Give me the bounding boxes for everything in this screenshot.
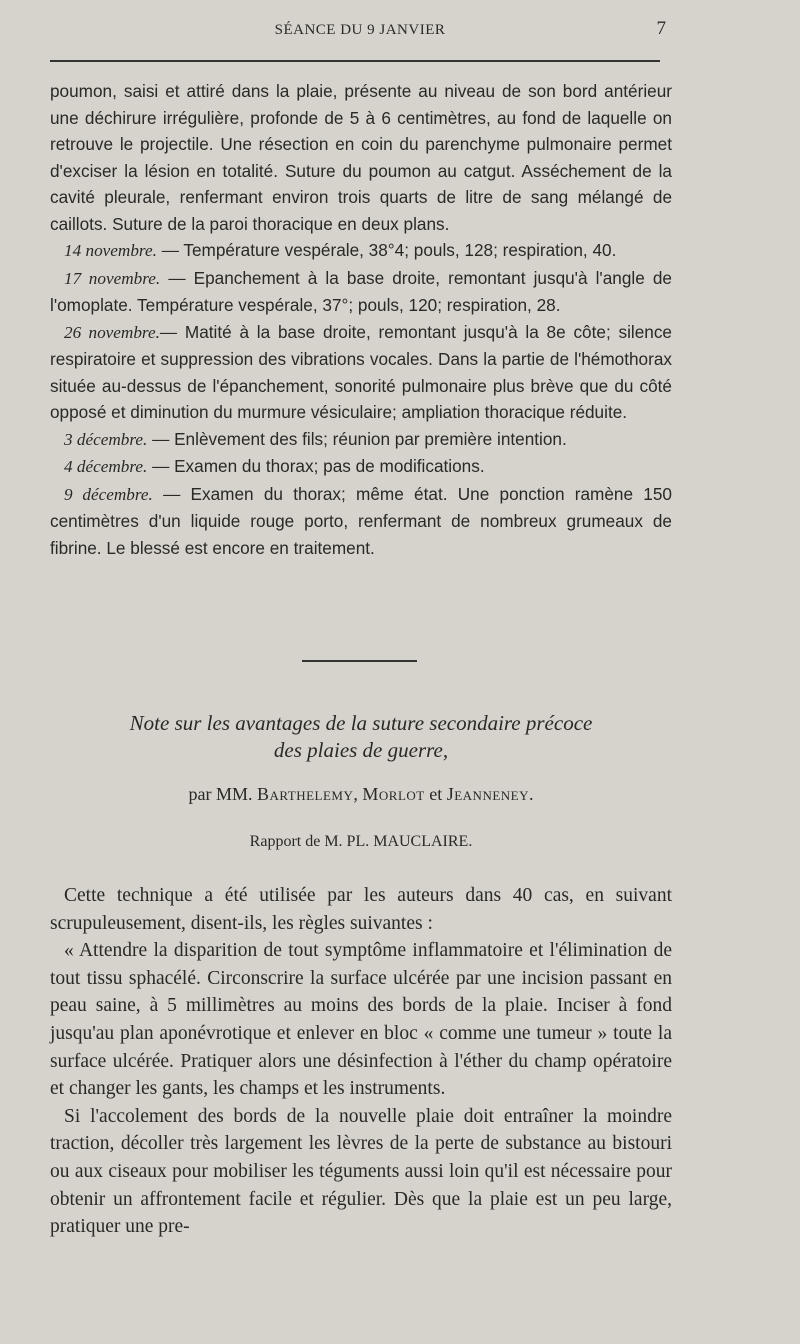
author-jeanneney: Jeanneney — [446, 784, 529, 804]
paragraph-accolement: Si l'accolement des bords de la nouvelle plaie doit entraîner la moindre traction, décoller très largement les lèvres de la perte de substance au bistouri ou aux ciseaux pour mobiliser les téguments aussi loin qu'il est nécessaire pour obtenir un affrontement facile et régulier. Dès que la plaie est un peu large, pratiquer une pre- — [50, 1105, 672, 1238]
entry-26-novembre — [50, 319, 672, 426]
authors-et: et — [429, 784, 443, 804]
case-report-text — [50, 78, 672, 561]
author-morlot: Morlot — [362, 784, 425, 804]
entry-text: — Enlèvement des fils; réunion par première intention. — [147, 428, 567, 449]
paragraph-technique: Cette technique a été utilisée par les auteurs dans 40 cas, en suivant scrupuleusement, disent-ils, les règles suivantes : — [50, 885, 672, 934]
rapport-line: Rapport de M. PL. MAUCLAIRE. — [249, 833, 473, 850]
entry-text: — Examen du thorax; pas de modifications. — [147, 456, 485, 476]
header-rule — [50, 60, 660, 62]
entry-text: — Matité à la base droite, remontant jusqu'à la 8e côte; silence respiratoire et suppression des vibrations vocales. Dans la partie de l'hémothorax située au-dessus de l'épanchement, sonorité pulmonaire plus brève que du côté opposé et diminution du murmure vésiculaire; ampliation thoracique réduite. — [50, 321, 672, 422]
note-body-text — [50, 882, 672, 1241]
running-title: SÉANCE DU 9 JANVIER — [274, 22, 446, 38]
page-number: 7 — [656, 18, 666, 39]
entry-date: 3 décembre. — [64, 429, 148, 449]
note-title-line2: des plaies de guerre, — [273, 738, 449, 762]
authors-line — [50, 784, 672, 805]
page-header — [50, 18, 670, 48]
entry-date: 17 novembre. — [64, 268, 161, 288]
section-divider — [302, 660, 417, 662]
entry-3-decembre — [50, 426, 672, 454]
entry-date: 4 décembre. — [64, 457, 148, 476]
authors-period: . — [529, 784, 534, 804]
author-barthelemy: Barthelemy — [256, 784, 354, 804]
paragraph-rules: « Attendre la disparition de tout symptôme inflammatoire et l'élimination de tout tissu sphacélé. Circonscrire la surface ulcérée par une incision passant en peau saine, à 5 millimètres au moins des bords de la plaie. Inciser à fond jusqu'au plan aponévrotique et enlever en bloc « comme une tumeur » toute la surface ulcérée. Pratiquer alors une désinfection à l'éther du champ opératoire et changer les gants, les champs et les instruments. — [50, 940, 672, 1100]
entry-text: — Température vespérale, 38°4; pouls, 128; respiration, 40. — [156, 240, 617, 260]
note-title-line1: Note sur les avantages de la suture secondaire précoce — [129, 711, 593, 735]
authors-prefix: par MM. — [188, 784, 253, 804]
entry-4-decembre — [50, 453, 672, 481]
paragraph-opening: poumon, saisi et attiré dans la plaie, présente au niveau de son bord antérieur une déchirure irrégulière, profonde de 5 à 6 centimètres, au fond de laquelle on retrouve le projectile. Une résection en coin du parenchyme pulmonaire permet d'exciser la lésion en totalité. Suture du poumon au catgut. Asséchement de la cavité pleurale, renfermant environ trois quarts de litre de sang mélangé de caillots. Suture de la paroi thoracique en deux plans. — [50, 81, 672, 234]
entry-14-novembre — [50, 237, 672, 265]
entry-17-novembre — [50, 265, 672, 319]
entry-date: 26 novembre. — [64, 322, 160, 342]
entry-text: — Epanchement à la base droite, remontant jusqu'à l'angle de l'omoplate. Température vespérale, 37°; pouls, 120; respiration, 28. — [50, 267, 672, 315]
entry-date: 14 novembre. — [64, 241, 157, 260]
entry-9-decembre — [50, 481, 672, 562]
note-title — [50, 710, 672, 764]
author-separator: , — [353, 784, 363, 804]
entry-text: — Examen du thorax; même état. Une ponction ramène 150 centimètres d'un liquide rouge porto, renfermant de nombreux grumeaux de fibrine. Le blessé est encore en traitement. — [50, 483, 672, 558]
entry-date: 9 décembre. — [64, 484, 153, 504]
